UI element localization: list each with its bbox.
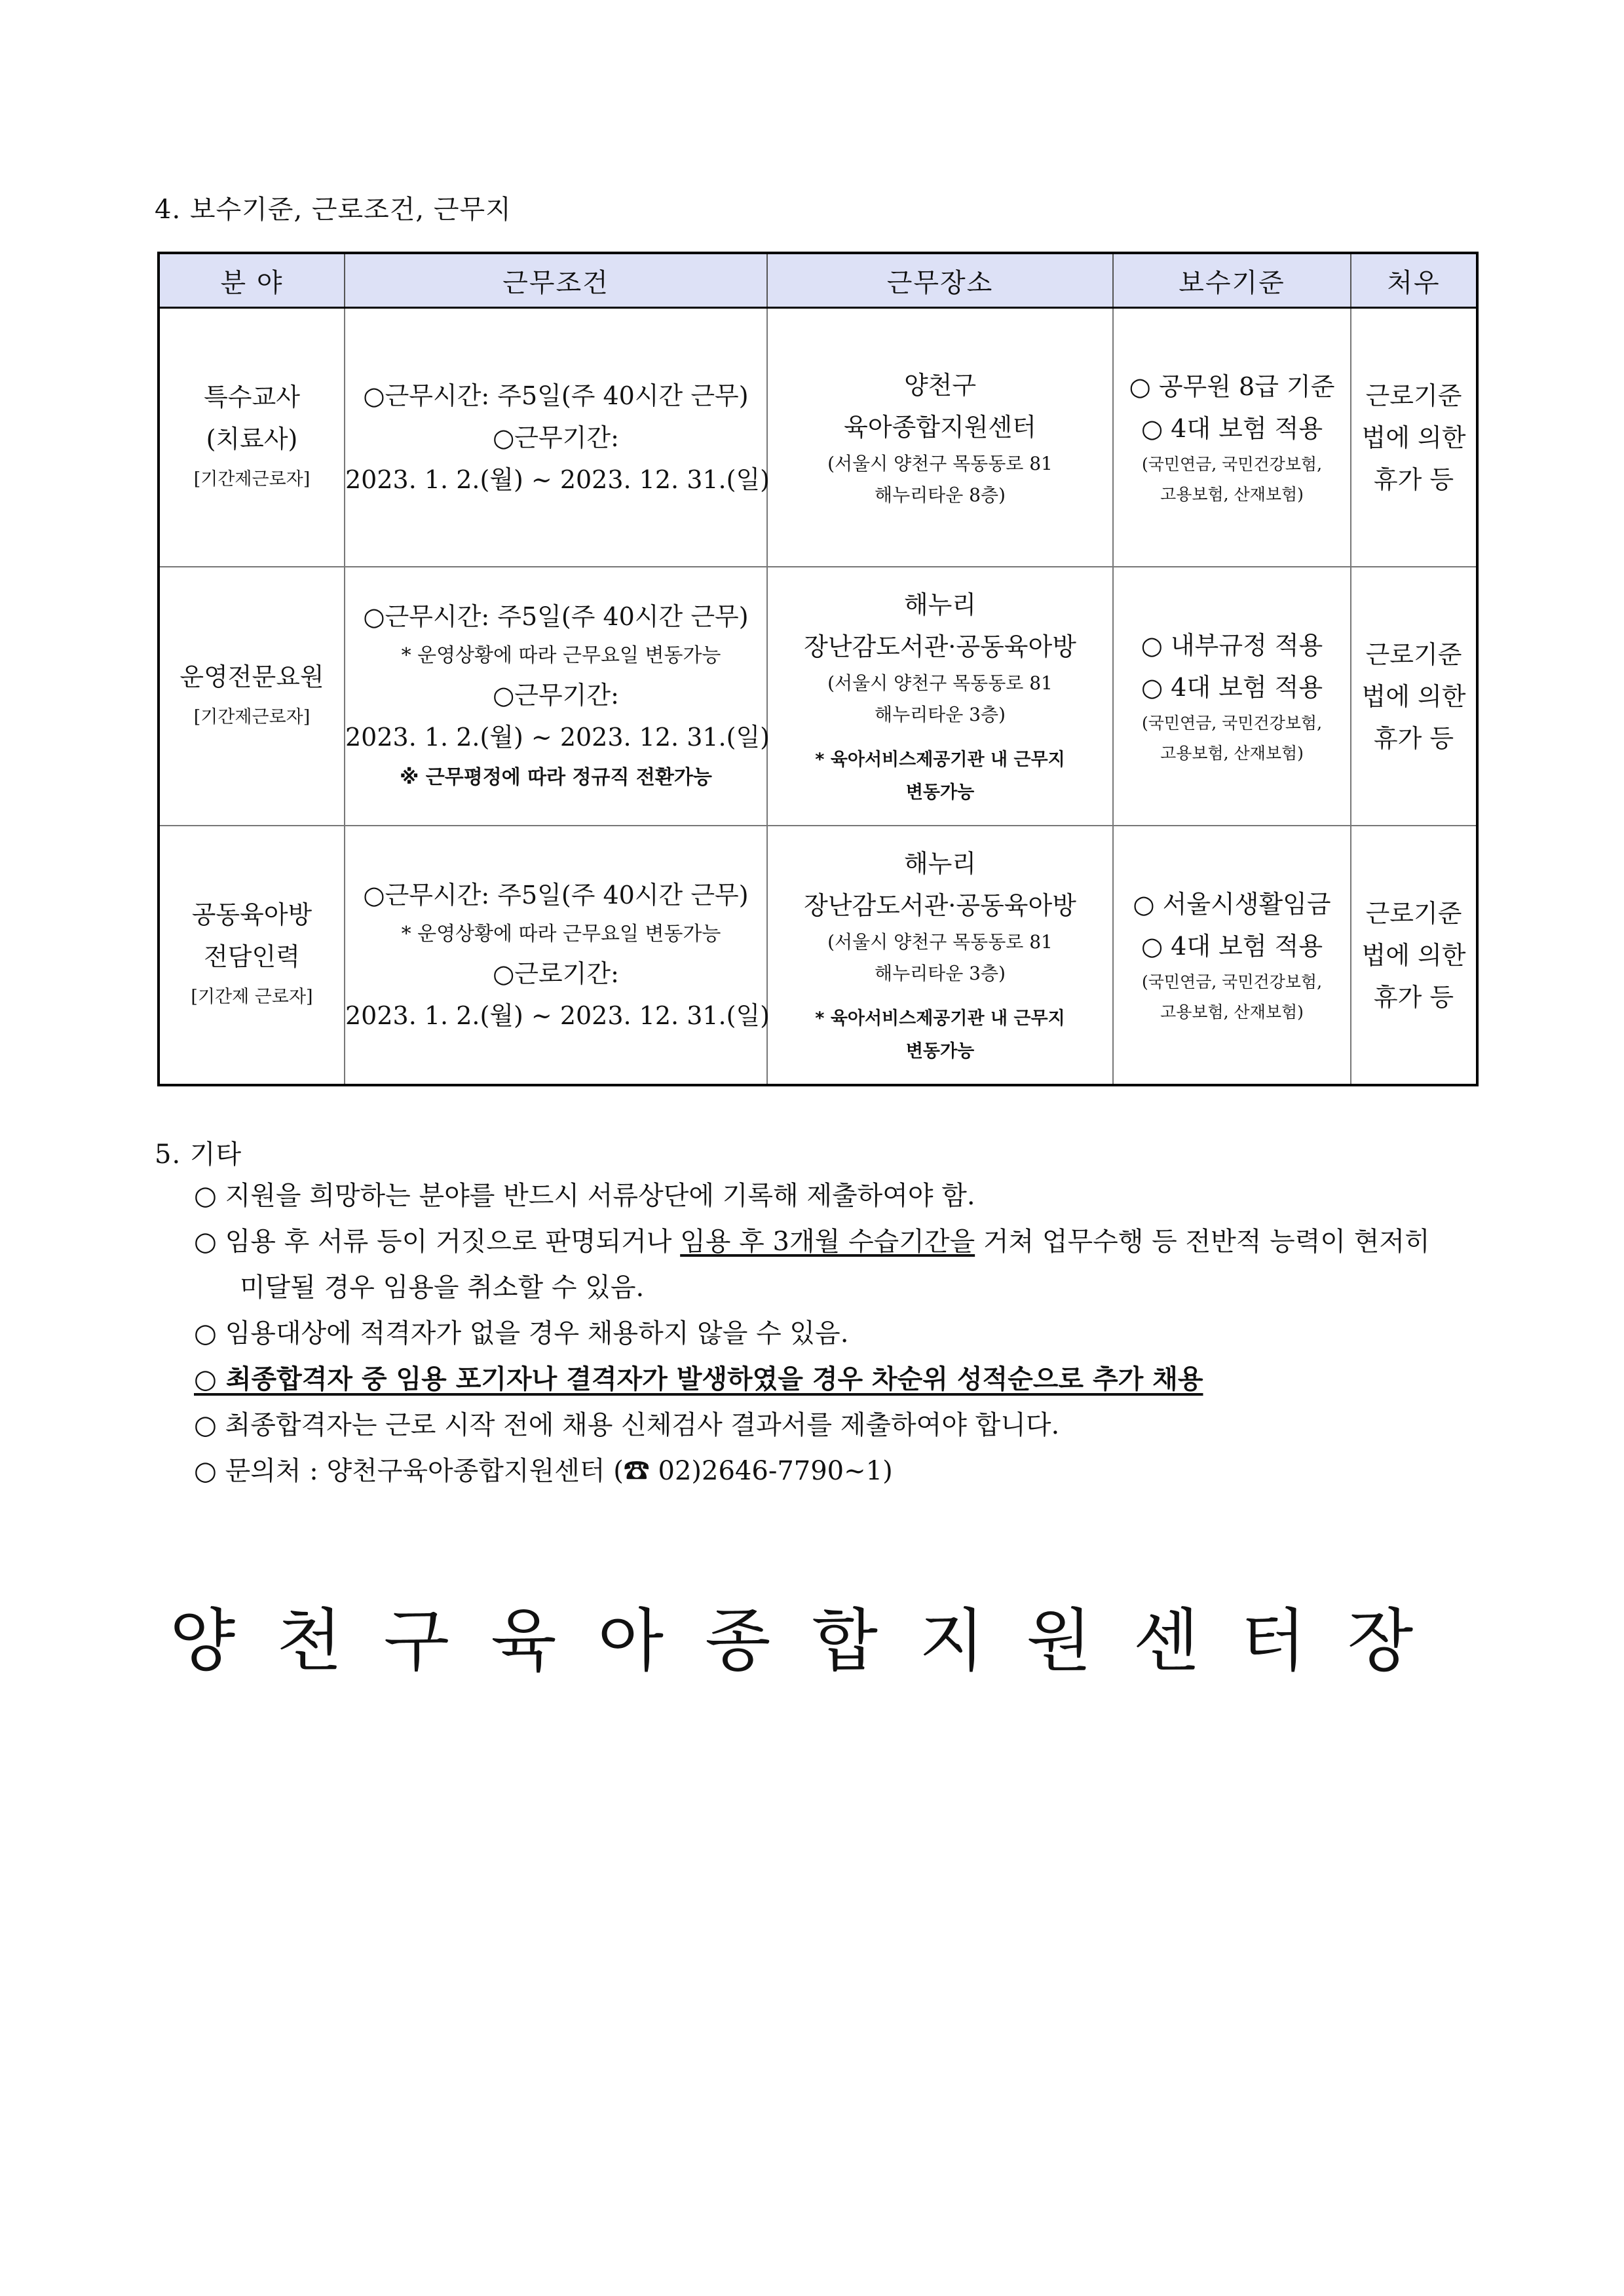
header-location: 근무장소	[767, 253, 1113, 308]
list-item: ○ 지원을 희망하는 분야를 반드시 서류상단에 기록해 제출하여야 함.	[194, 1181, 975, 1211]
conditions-cell	[345, 826, 770, 1085]
pay-detail: 고용보험, 산재보험)	[1160, 484, 1304, 504]
table-header-row	[159, 253, 1477, 308]
location-cell	[767, 567, 1113, 826]
location-cell	[767, 826, 1113, 1085]
condition-line: 2023. 1. 2.(월) ~ 2023. 12. 31.(일)	[345, 465, 770, 494]
list-item-text: 거쳐 업무수행 등 전반적 능력이 현저히	[975, 1227, 1430, 1257]
location-address: (서울시 양천구 목동동로 81	[827, 452, 1053, 474]
table-row	[159, 308, 1477, 567]
condition-line: * 운영상황에 따라 근무요일 변동가능	[401, 643, 721, 667]
category-name: 특수교사	[204, 382, 300, 411]
pay-item: ○ 4대 보험 적용	[1141, 672, 1323, 702]
list-item	[194, 1219, 1498, 1265]
table-row	[159, 826, 1477, 1085]
treatment-cell	[1351, 826, 1477, 1085]
condition-line: * 운영상황에 따라 근무요일 변동가능	[401, 922, 721, 946]
list-item-continuation: 미달될 경우 임용을 취소할 수 있음.	[240, 1272, 645, 1303]
condition-line: ○근무시간: 주5일(주 40시간 근무)	[363, 602, 749, 631]
category-name: (치료사)	[206, 424, 298, 453]
list-item: ○ 임용대상에 적격자가 없을 경우 채용하지 않을 수 있음.	[194, 1318, 849, 1349]
category-name: 전담인력	[204, 942, 300, 971]
category-cell	[159, 826, 345, 1085]
location-name: 해누리	[903, 590, 977, 619]
list-item-emphasis: ○ 최종합격자 중 임용 포기자나 결격자가 발생하였을 경우 차순위 성적순으로 추가 채용	[194, 1364, 1203, 1394]
underlined-text: 임용 후 3개월 수습기간을	[680, 1227, 975, 1257]
condition-line: ○근무기간:	[493, 423, 619, 452]
treatment-line: 휴가 등	[1373, 465, 1454, 494]
work-conditions-table	[157, 252, 1479, 1086]
header-treatment: 처우	[1351, 253, 1477, 308]
location-name: 장난감도서관·공동육아방	[804, 632, 1076, 661]
treatment-line: 근로기준	[1365, 640, 1462, 669]
location-name: 육아종합지원센터	[844, 412, 1036, 442]
location-address: 해누리타운 8층)	[875, 484, 1006, 506]
conditions-cell	[345, 308, 770, 567]
header-conditions: 근무조건	[345, 253, 767, 308]
category-cell	[159, 308, 345, 567]
pay-item: ○ 서울시생활임금	[1133, 889, 1331, 919]
treatment-line: 법에 의한	[1361, 940, 1466, 970]
category-name: 공동육아방	[191, 900, 312, 929]
category-type: [기간제근로자]	[193, 469, 311, 489]
category-cell	[159, 567, 345, 826]
treatment-line: 법에 의한	[1361, 423, 1466, 452]
pay-detail: (국민연금, 국민건강보험,	[1141, 972, 1323, 991]
header-pay: 보수기준	[1113, 253, 1351, 308]
etc-list	[194, 1173, 1498, 1494]
pay-detail: (국민연금, 국민건강보험,	[1141, 454, 1323, 474]
list-item: ○ 최종합격자는 근로 시작 전에 채용 신체검사 결과서를 제출하여야 합니다.	[194, 1410, 1060, 1440]
treatment-line: 근로기준	[1365, 381, 1462, 410]
pay-item: ○ 내부규정 적용	[1141, 630, 1323, 660]
treatment-cell	[1351, 567, 1477, 826]
category-type: [기간제근로자]	[193, 706, 311, 727]
location-address: 해누리타운 3층)	[875, 703, 1006, 725]
location-cell	[767, 308, 1113, 567]
location-address: (서울시 양천구 목동동로 81	[827, 672, 1053, 694]
pay-detail: 고용보험, 산재보험)	[1160, 743, 1304, 763]
location-note-line: * 육아서비스제공기관 내 근무지	[815, 749, 1065, 770]
treatment-cell	[1351, 308, 1477, 567]
pay-item: ○ 4대 보험 적용	[1141, 931, 1323, 961]
condition-line: ○근로기간:	[493, 959, 619, 988]
pay-detail: (국민연금, 국민건강보험,	[1141, 713, 1323, 733]
contact-item: ○ 문의처 : 양천구육아종합지원센터 (☎ 02)2646-7790~1)	[194, 1456, 893, 1486]
pay-item: ○ 4대 보험 적용	[1141, 413, 1323, 443]
location-note	[768, 744, 1112, 809]
category-name: 운영전문요원	[179, 662, 324, 691]
section-5-heading: 5. 기타	[155, 1139, 242, 1170]
location-name: 해누리	[903, 849, 977, 878]
treatment-line: 근로기준	[1365, 898, 1462, 928]
pay-cell	[1113, 308, 1351, 567]
location-note-line: 변동가능	[905, 1041, 975, 1062]
location-note-line: 변동가능	[905, 782, 975, 803]
condition-line: ※ 근무평정에 따라 정규직 전환가능	[400, 765, 712, 789]
signature: 양천구육아종합지원센터장	[169, 1601, 1455, 1681]
section-4-heading: 4. 보수기준, 근로조건, 근무지	[155, 195, 512, 225]
list-item-text: ○ 임용 후 서류 등이 거짓으로 판명되거나	[194, 1227, 681, 1257]
category-type: [기간제 근로자]	[191, 986, 313, 1007]
condition-line: ○근무기간:	[493, 680, 619, 710]
location-address: (서울시 양천구 목동동로 81	[827, 930, 1053, 953]
condition-line: ○근무시간: 주5일(주 40시간 근무)	[363, 880, 749, 909]
pay-cell	[1113, 567, 1351, 826]
treatment-line: 법에 의한	[1361, 681, 1466, 711]
table-row	[159, 567, 1477, 826]
treatment-line: 휴가 등	[1373, 982, 1454, 1012]
location-note	[768, 1003, 1112, 1068]
treatment-line: 휴가 등	[1373, 723, 1454, 753]
conditions-cell	[345, 567, 770, 826]
location-name: 장난감도서관·공동육아방	[804, 890, 1076, 920]
condition-line: 2023. 1. 2.(월) ~ 2023. 12. 31.(일)	[345, 722, 770, 752]
header-field: 분 야	[159, 253, 345, 308]
location-note-line: * 육아서비스제공기관 내 근무지	[815, 1008, 1065, 1029]
pay-item: ○ 공무원 8급 기준	[1129, 372, 1335, 401]
condition-line: 2023. 1. 2.(월) ~ 2023. 12. 31.(일)	[345, 1001, 770, 1030]
condition-line: ○근무시간: 주5일(주 40시간 근무)	[363, 381, 749, 410]
pay-cell	[1113, 826, 1351, 1085]
pay-detail: 고용보험, 산재보험)	[1160, 1002, 1304, 1022]
location-name: 양천구	[903, 370, 977, 400]
location-address: 해누리타운 3층)	[875, 962, 1006, 984]
